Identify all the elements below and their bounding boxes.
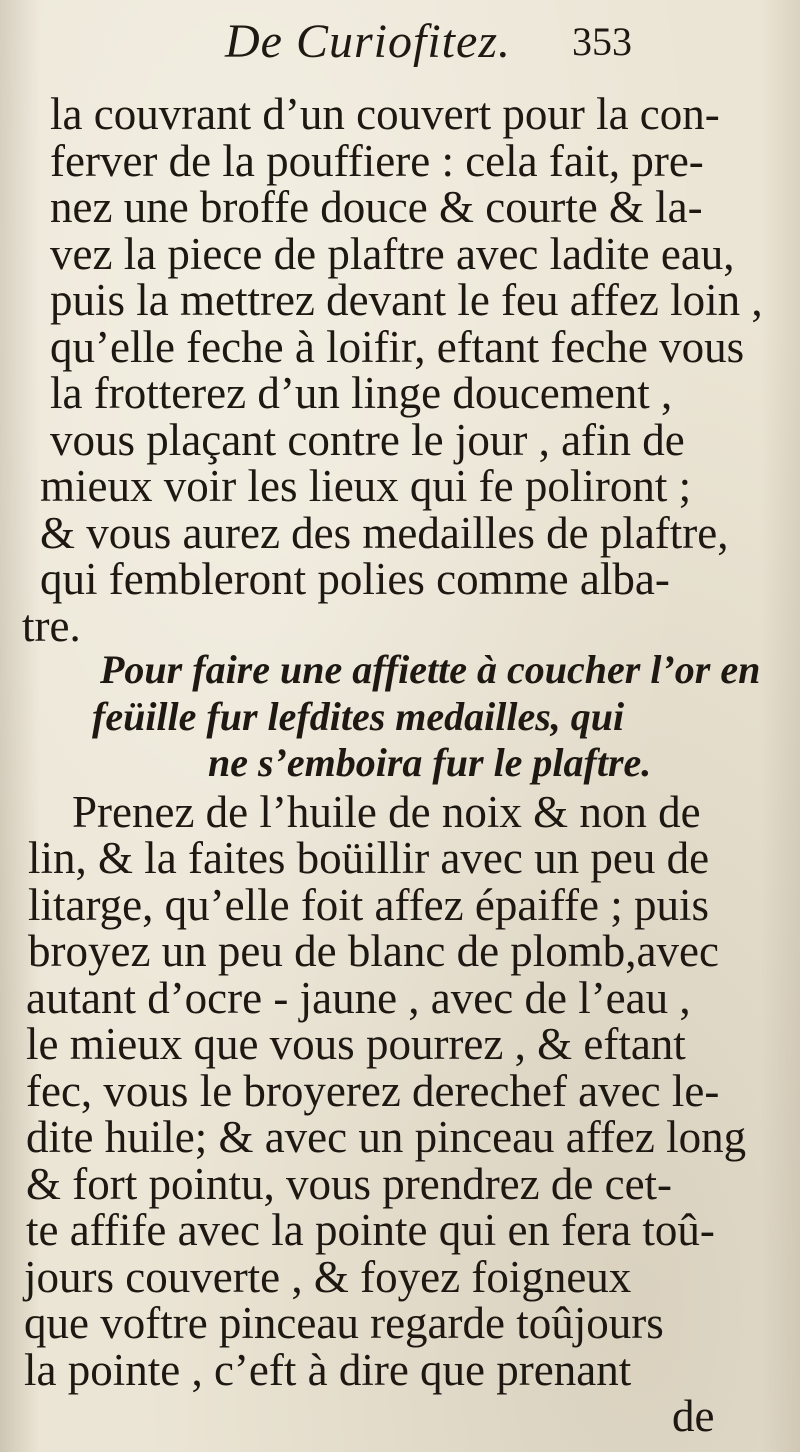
- text-line: qui fembleront polies comme alba-: [40, 554, 670, 604]
- text-line: la frotterez d’un linge doucement ,: [50, 368, 673, 418]
- text-line: Prenez de l’huile de noix & non de: [72, 786, 701, 837]
- text-line: la couvrant d’un couvert pour la con-: [50, 89, 720, 139]
- text-line: autant d’ocre - jaune , avec de l’eau ,: [26, 972, 691, 1023]
- text-line: dite huile; & avec un pinceau affez long: [26, 1112, 747, 1162]
- text-line: vez la piece de plaftre avec ladite eau,: [50, 228, 735, 279]
- text-line: qu’elle feche à loifir, eftant feche vous: [50, 321, 745, 372]
- text-line: puis la mettrez devant le feu affez loin ,: [50, 275, 763, 325]
- text-line: litarge, qu’elle foit affez épaiffe ; puis: [28, 879, 709, 930]
- text-line: te affife avec la pointe qui en fera toû-: [26, 1205, 715, 1255]
- catchword: de: [672, 1391, 715, 1441]
- running-head: De Curiofitez.: [225, 15, 511, 68]
- page-number: 353: [572, 19, 632, 64]
- text-line: ferver de la pouffiere : cela fait, pre-: [50, 135, 704, 186]
- text-line: le mieux que vous pourrez , & eftant: [26, 1019, 686, 1069]
- text-line: vous plaçant contre le jour , afin de: [50, 414, 685, 465]
- text-line: tre.: [22, 600, 81, 651]
- text-line: & vous aurez des medailles de plaftre,: [40, 507, 729, 558]
- text-line: fec, vous le broyerez derechef avec le-: [26, 1065, 720, 1116]
- text-line: nez une broffe douce & courte & la-: [50, 182, 703, 232]
- section-heading-line: Pour faire une affiette à coucher l’or en: [100, 647, 761, 692]
- text-line: broyez un peu de blanc de plomb,avec: [28, 926, 719, 976]
- text-line: que voftre pinceau regarde toûjours: [24, 1298, 664, 1348]
- text-line: lin, & la faites boüillir avec un peu de: [28, 833, 710, 883]
- text-line: la pointe , c’eft à dire que prenant: [24, 1344, 632, 1395]
- section-heading-line: feüille fur lefdites medailles, qui: [92, 693, 625, 739]
- page-header: [0, 14, 800, 76]
- section-heading-line: ne s’emboira fur le plaftre.: [208, 740, 652, 785]
- text-line: & fort pointu, vous prendrez de cet-: [26, 1158, 673, 1209]
- text-line: mieux voir les lieux qui fe poliront ;: [40, 461, 692, 511]
- text-line: jours couverte , & foyez foigneux: [24, 1251, 632, 1302]
